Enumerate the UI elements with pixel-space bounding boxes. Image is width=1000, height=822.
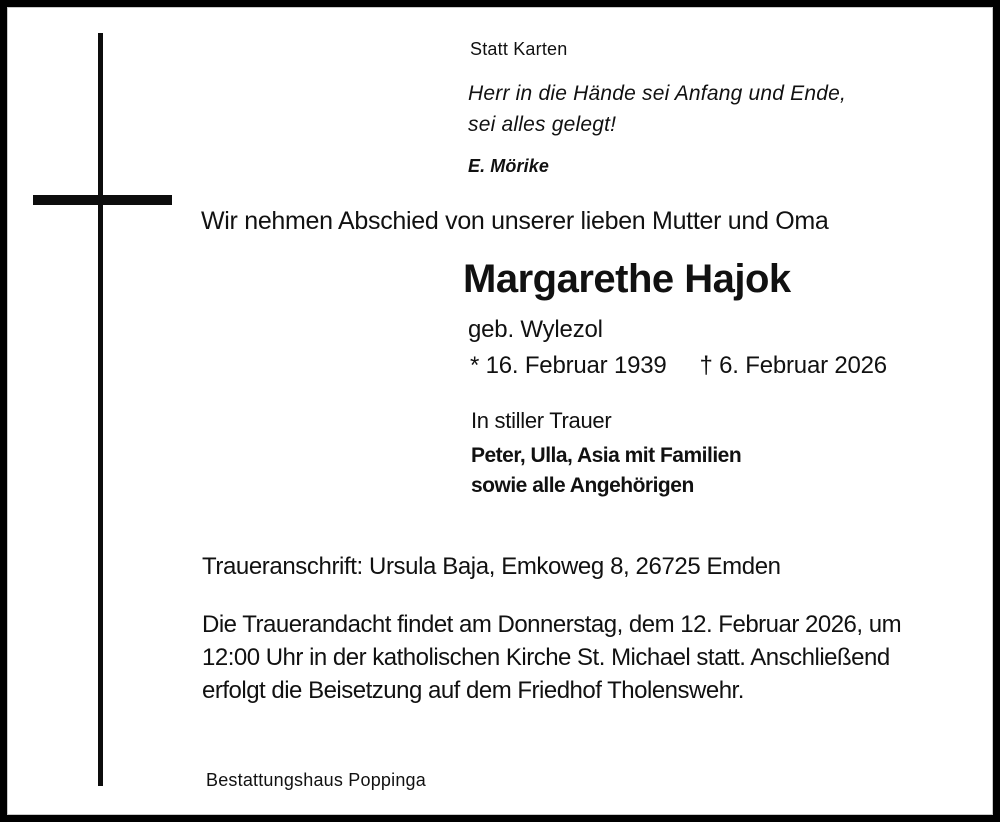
deceased-name: Margarethe Hajok — [463, 257, 791, 301]
service-details-line-3: erfolgt die Beisetzung auf dem Friedhof Tholenswehr. — [202, 677, 744, 704]
death-date: † 6. Februar 2026 — [699, 352, 887, 379]
birth-date: * 16. Februar 1939 — [470, 352, 667, 379]
memorial-cross-vertical-bar — [98, 33, 103, 786]
farewell-line: Wir nehmen Abschied von unserer lieben Mutter und Oma — [201, 207, 829, 235]
maiden-name: geb. Wylezol — [468, 316, 603, 343]
memorial-cross-horizontal-bar — [33, 195, 172, 205]
life-dates — [470, 352, 887, 380]
quote-line-1: Herr in die Hände sei Anfang und Ende, — [468, 82, 847, 105]
mourning-intro: In stiller Trauer — [471, 408, 612, 433]
service-details-line-1: Die Trauerandacht findet am Donnerstag, dem 12. Februar 2026, um — [202, 611, 902, 638]
statt-karten-label: Statt Karten — [470, 39, 568, 59]
funeral-home-name: Bestattungshaus Poppinga — [206, 770, 426, 790]
quote-line-2: sei alles gelegt! — [468, 113, 617, 136]
service-details — [202, 608, 901, 707]
mourning-address: Traueranschrift: Ursula Baja, Emkoweg 8, 26725 Emden — [202, 553, 781, 580]
service-details-line-2: 12:00 Uhr in der katholischen Kirche St. Michael statt. Anschließend — [202, 644, 890, 671]
mourners-line-2: sowie alle Angehörigen — [471, 474, 694, 497]
mourners-line-1: Peter, Ulla, Asia mit Familien — [471, 444, 742, 467]
quote-attribution: E. Mörike — [468, 156, 549, 176]
